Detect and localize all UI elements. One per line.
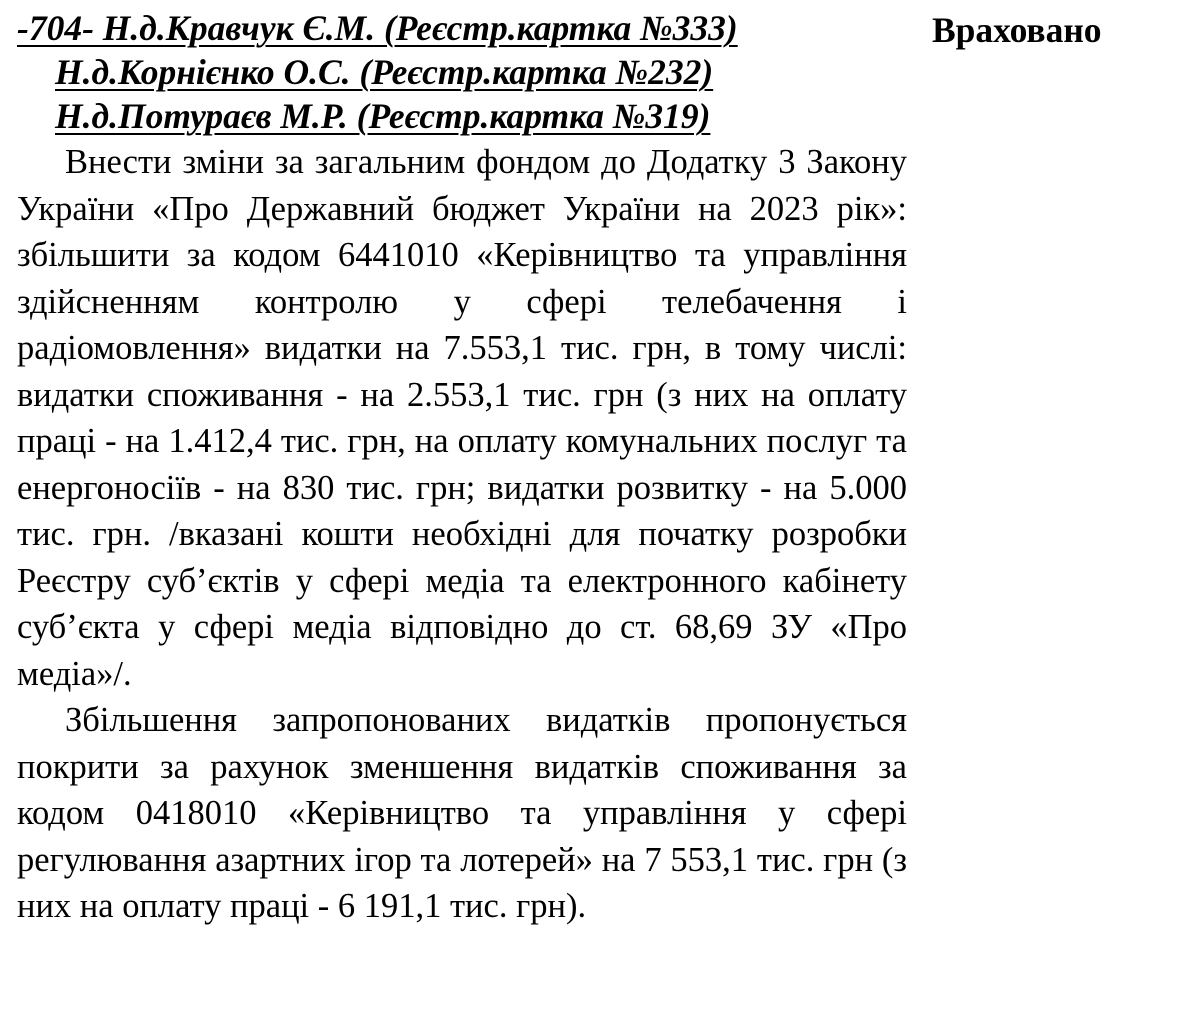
decision-status: Враховано bbox=[932, 10, 1102, 50]
author-line-1: -704- Н.д.Кравчук Є.М. (Реєстр.картка №333) bbox=[17, 8, 738, 48]
author-line-3: Н.д.Потураєв М.Р. (Реєстр.картка №319) bbox=[55, 96, 711, 136]
amendment-proposal bbox=[17, 6, 907, 930]
amendment-paragraph-1: Внести зміни за загальним фондом до Додатку 3 Закону України «Про Державний бюджет України на 2023 рік»: збільшити за кодом 6441010 «Керівництво та управління здійсненням контролю у сфері телебачення і радіомовлення» видатки на 7.553,1 тис. грн, в тому числі: видатки споживання - на 2.553,1 тис. грн (з них на оплату праці - на 1.412,4 тис. грн, на оплату комунальних послуг та енергоносіїв - на 830 тис. грн; видатки розвитку - на 5.000 тис. грн. /вказані кошти необхідні для початку розробки Реєстру суб’єктів у сфері медіа та електронного кабінету суб’єкта у сфері медіа відповідно до ст. 68,69 ЗУ «Про медіа»/. bbox=[17, 143, 907, 693]
author-line-2: Н.д.Корнієнко О.С. (Реєстр.картка №232) bbox=[55, 52, 714, 92]
amendment-paragraph-2: Збільшення запропонованих видатків пропонується покрити за рахунок зменшення видатків споживання за кодом 0418010 «Керівництво та управління у сфері регулювання азартних ігор та лотерей» на 7 553,1 тис. грн (з них на оплату праці - 6 191,1 тис. грн). bbox=[17, 701, 907, 925]
